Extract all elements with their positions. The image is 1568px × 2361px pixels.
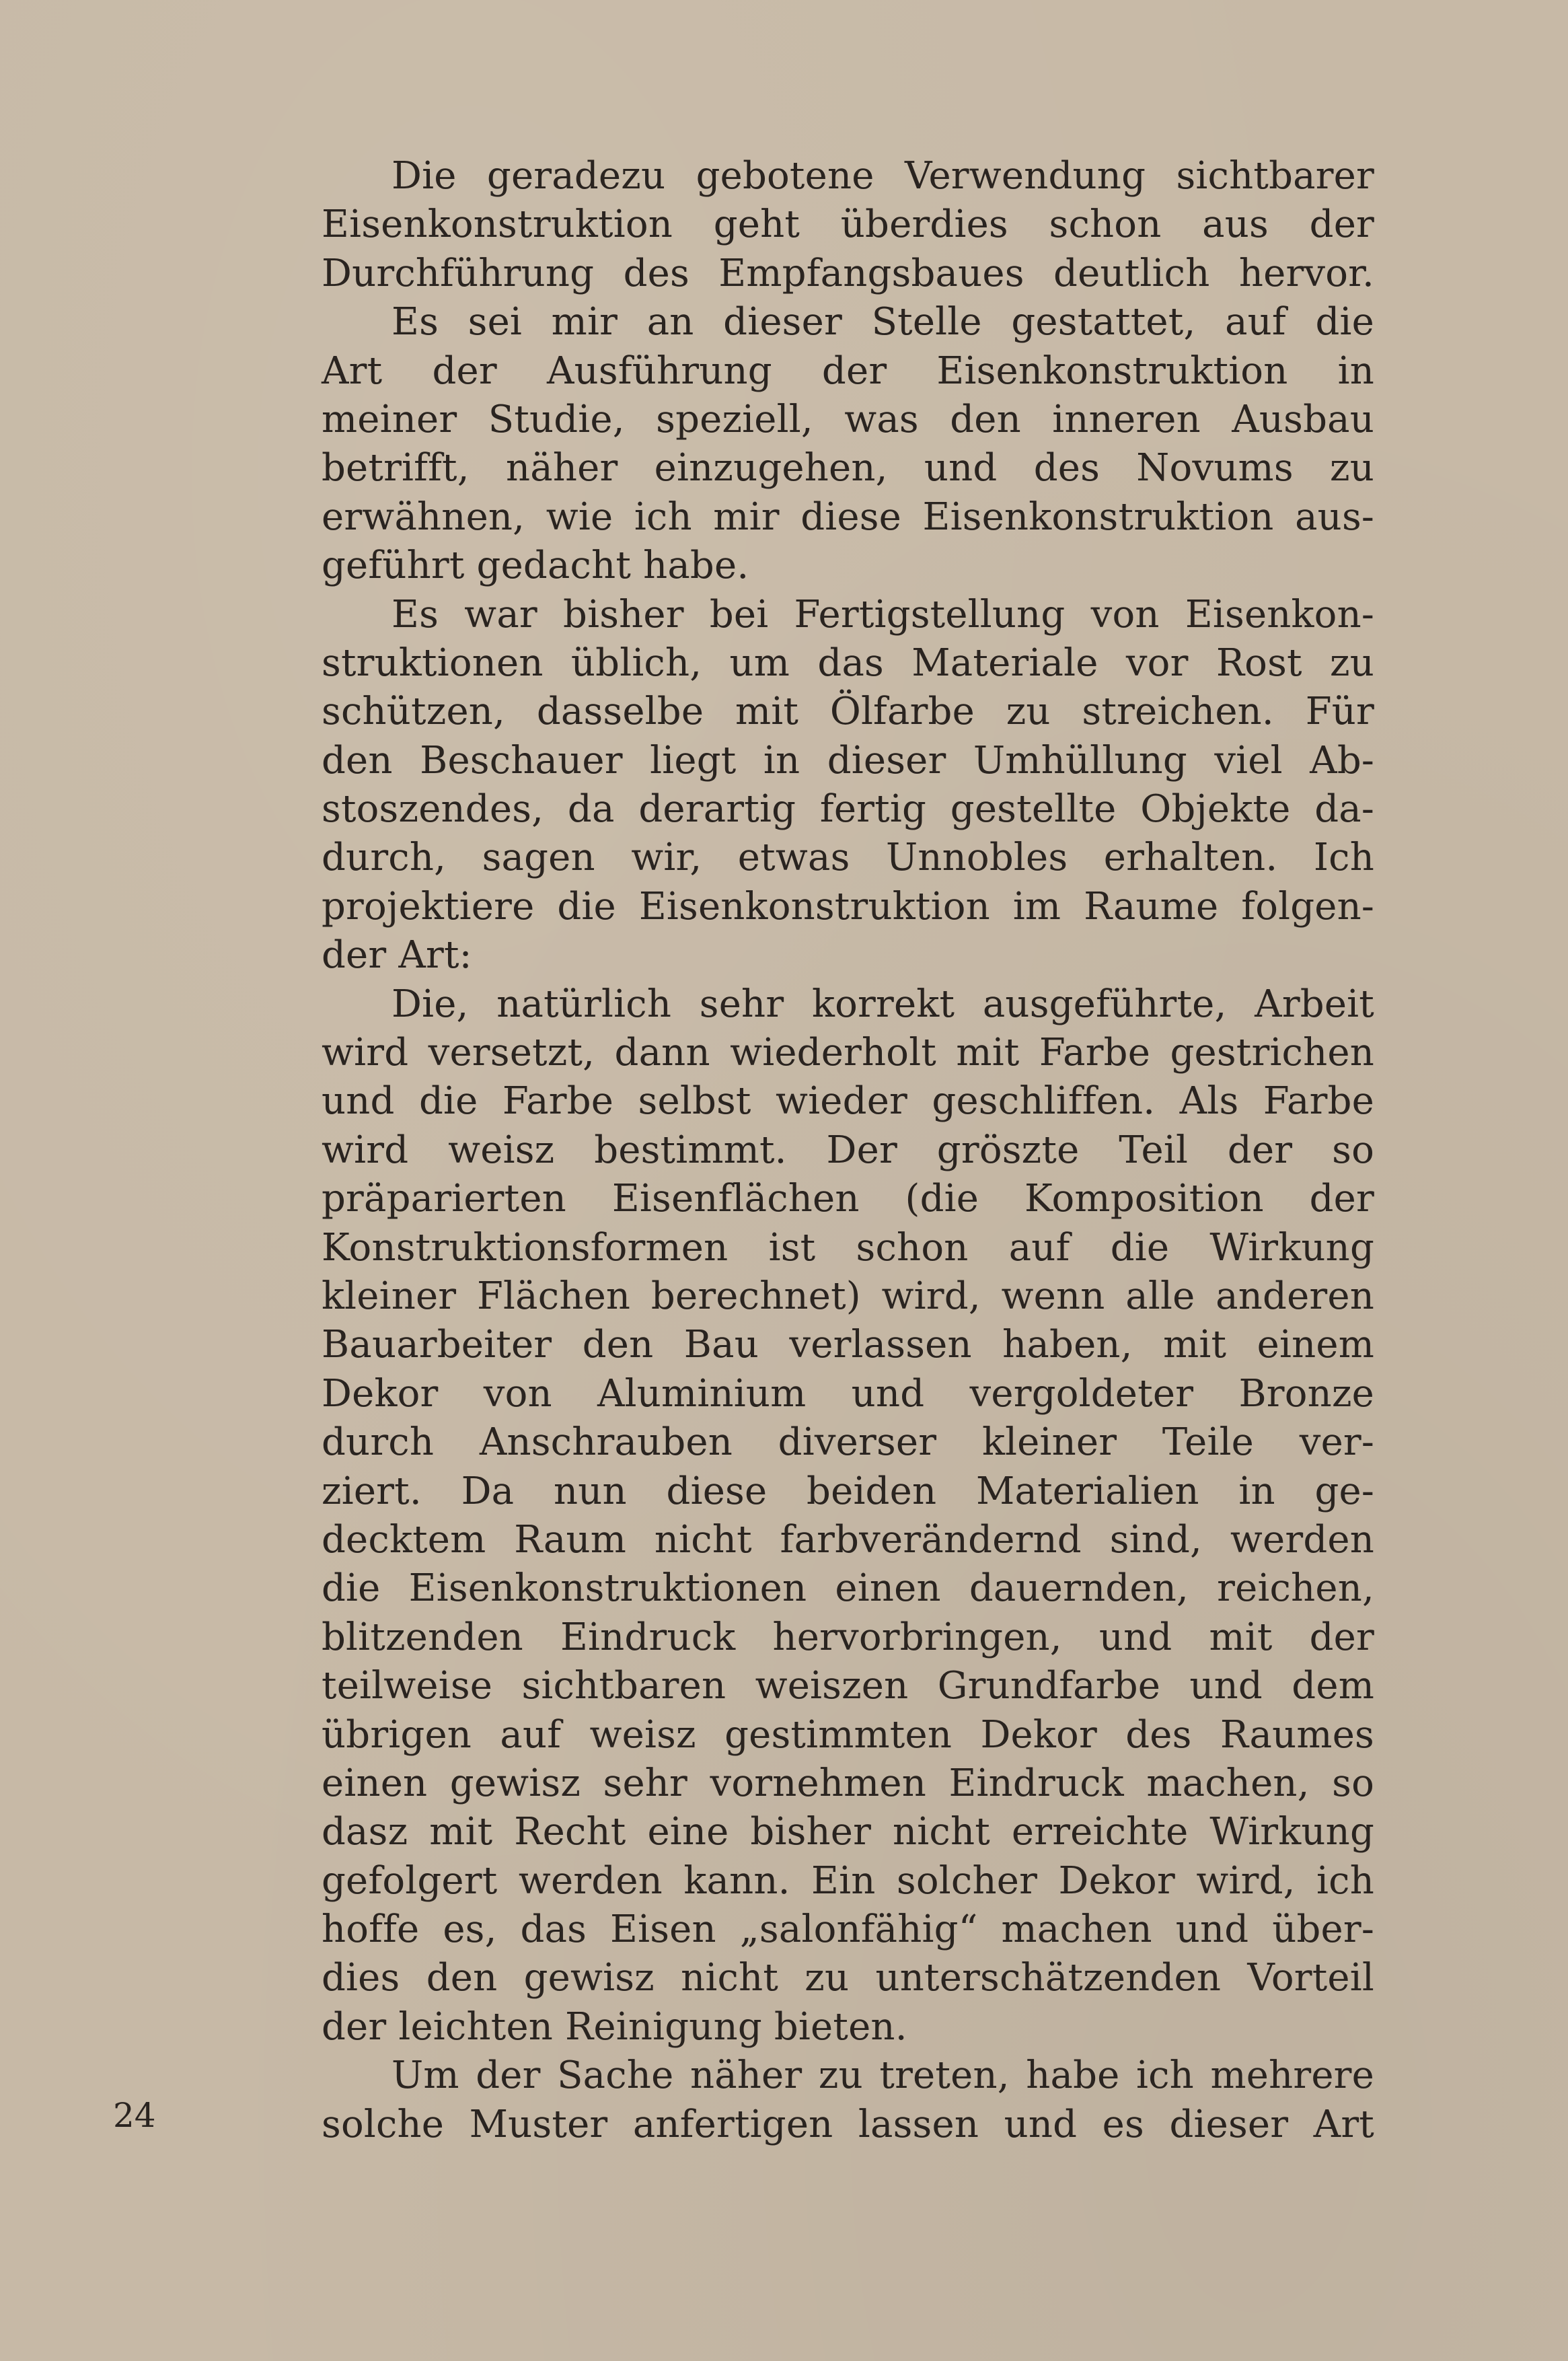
text-line: geführt gedacht habe. <box>322 544 749 588</box>
body-text <box>322 152 1374 2149</box>
text-line: wird weisz bestimmt. Der gröszte Teil der so <box>322 1128 1374 1172</box>
text-line: schützen, dasselbe mit Ölfarbe zu streichen. Für <box>322 690 1374 734</box>
text-line: ziert. Da nun diese beiden Materialien in ge- <box>322 1469 1374 1513</box>
text-line: die Eisenkonstruktionen einen dauernden, reichen, <box>322 1566 1374 1611</box>
text-line: meiner Studie, speziell, was den inneren Ausbau <box>322 397 1374 441</box>
text-line: Eisenkonstruktion geht überdies schon aus der <box>322 203 1374 247</box>
text-line: teilweise sichtbaren weiszen Grundfarbe und dem <box>322 1664 1374 1708</box>
text-line: Um der Sache näher zu treten, habe ich mehrere <box>391 2054 1374 2098</box>
text-line: übrigen auf weisz gestimmten Dekor des Raumes <box>322 1712 1374 1757</box>
text-line: Die geradezu gebotene Verwendung sichtbarer <box>391 154 1374 198</box>
text-line: projektiere die Eisenkonstruktion im Raume folgen- <box>322 884 1374 929</box>
text-line: durch, sagen wir, etwas Unnobles erhalten. Ich <box>322 836 1374 880</box>
text-line: den Beschauer liegt in dieser Umhüllung viel Ab- <box>322 738 1374 783</box>
text-line: Die, natürlich sehr korrekt ausgeführte, Arbeit <box>391 982 1374 1026</box>
text-line: solche Muster anfertigen lassen und es dieser Art <box>322 2102 1374 2146</box>
text-line: der leichten Reinigung bieten. <box>322 2004 907 2049</box>
text-line: wird versetzt, dann wiederholt mit Farbe gestrichen <box>322 1031 1374 1075</box>
text-line: erwähnen, wie ich mir diese Eisenkonstruktion aus- <box>322 495 1374 539</box>
page-number: 24 <box>113 2096 156 2135</box>
text-line: kleiner Flächen berechnet) wird, wenn alle anderen <box>322 1274 1374 1318</box>
text-line: Bauarbeiter den Bau verlassen haben, mit einem <box>322 1323 1374 1367</box>
text-line: dasz mit Recht eine bisher nicht erreichte Wirkung <box>322 1810 1374 1854</box>
text-line: Es sei mir an dieser Stelle gestattet, auf die <box>391 300 1374 344</box>
text-line: stoszendes, da derartig fertig gestellte Objekte da- <box>322 787 1374 832</box>
text-line: dies den gewisz nicht zu unterschätzenden Vorteil <box>322 1956 1374 2000</box>
text-line: betrifft, näher einzugehen, und des Novums zu <box>322 446 1374 491</box>
text-line: Durchführung des Empfangsbaues deutlich hervor. <box>322 251 1374 295</box>
text-line: decktem Raum nicht farbverändernd sind, werden <box>322 1517 1374 1562</box>
text-line: der Art: <box>322 933 472 978</box>
text-line: und die Farbe selbst wieder geschliffen. Als Farbe <box>322 1079 1374 1124</box>
text-line: Konstruktionsformen ist schon auf die Wirkung <box>322 1225 1374 1270</box>
text-line: blitzenden Eindruck hervorbringen, und mit der <box>322 1615 1374 1659</box>
text-line: präparierten Eisenflächen (die Komposition der <box>322 1177 1374 1221</box>
text-line: Es war bisher bei Fertigstellung von Eisenkon- <box>391 592 1374 637</box>
text-line: einen gewisz sehr vornehmen Eindruck machen, so <box>322 1761 1374 1805</box>
text-line: durch Anschrauben diverser kleiner Teile ver- <box>322 1420 1374 1465</box>
text-line: gefolgert werden kann. Ein solcher Dekor wird, ich <box>322 1858 1374 1903</box>
text-line: hoffe es, das Eisen „salonfähig“ machen und über- <box>322 1908 1374 1952</box>
text-line: Dekor von Aluminium und vergoldeter Bronze <box>322 1371 1374 1416</box>
text-line: struktionen üblich, um das Materiale vor Rost zu <box>322 641 1374 685</box>
text-line: Art der Ausführung der Eisenkonstruktion in <box>322 349 1374 393</box>
